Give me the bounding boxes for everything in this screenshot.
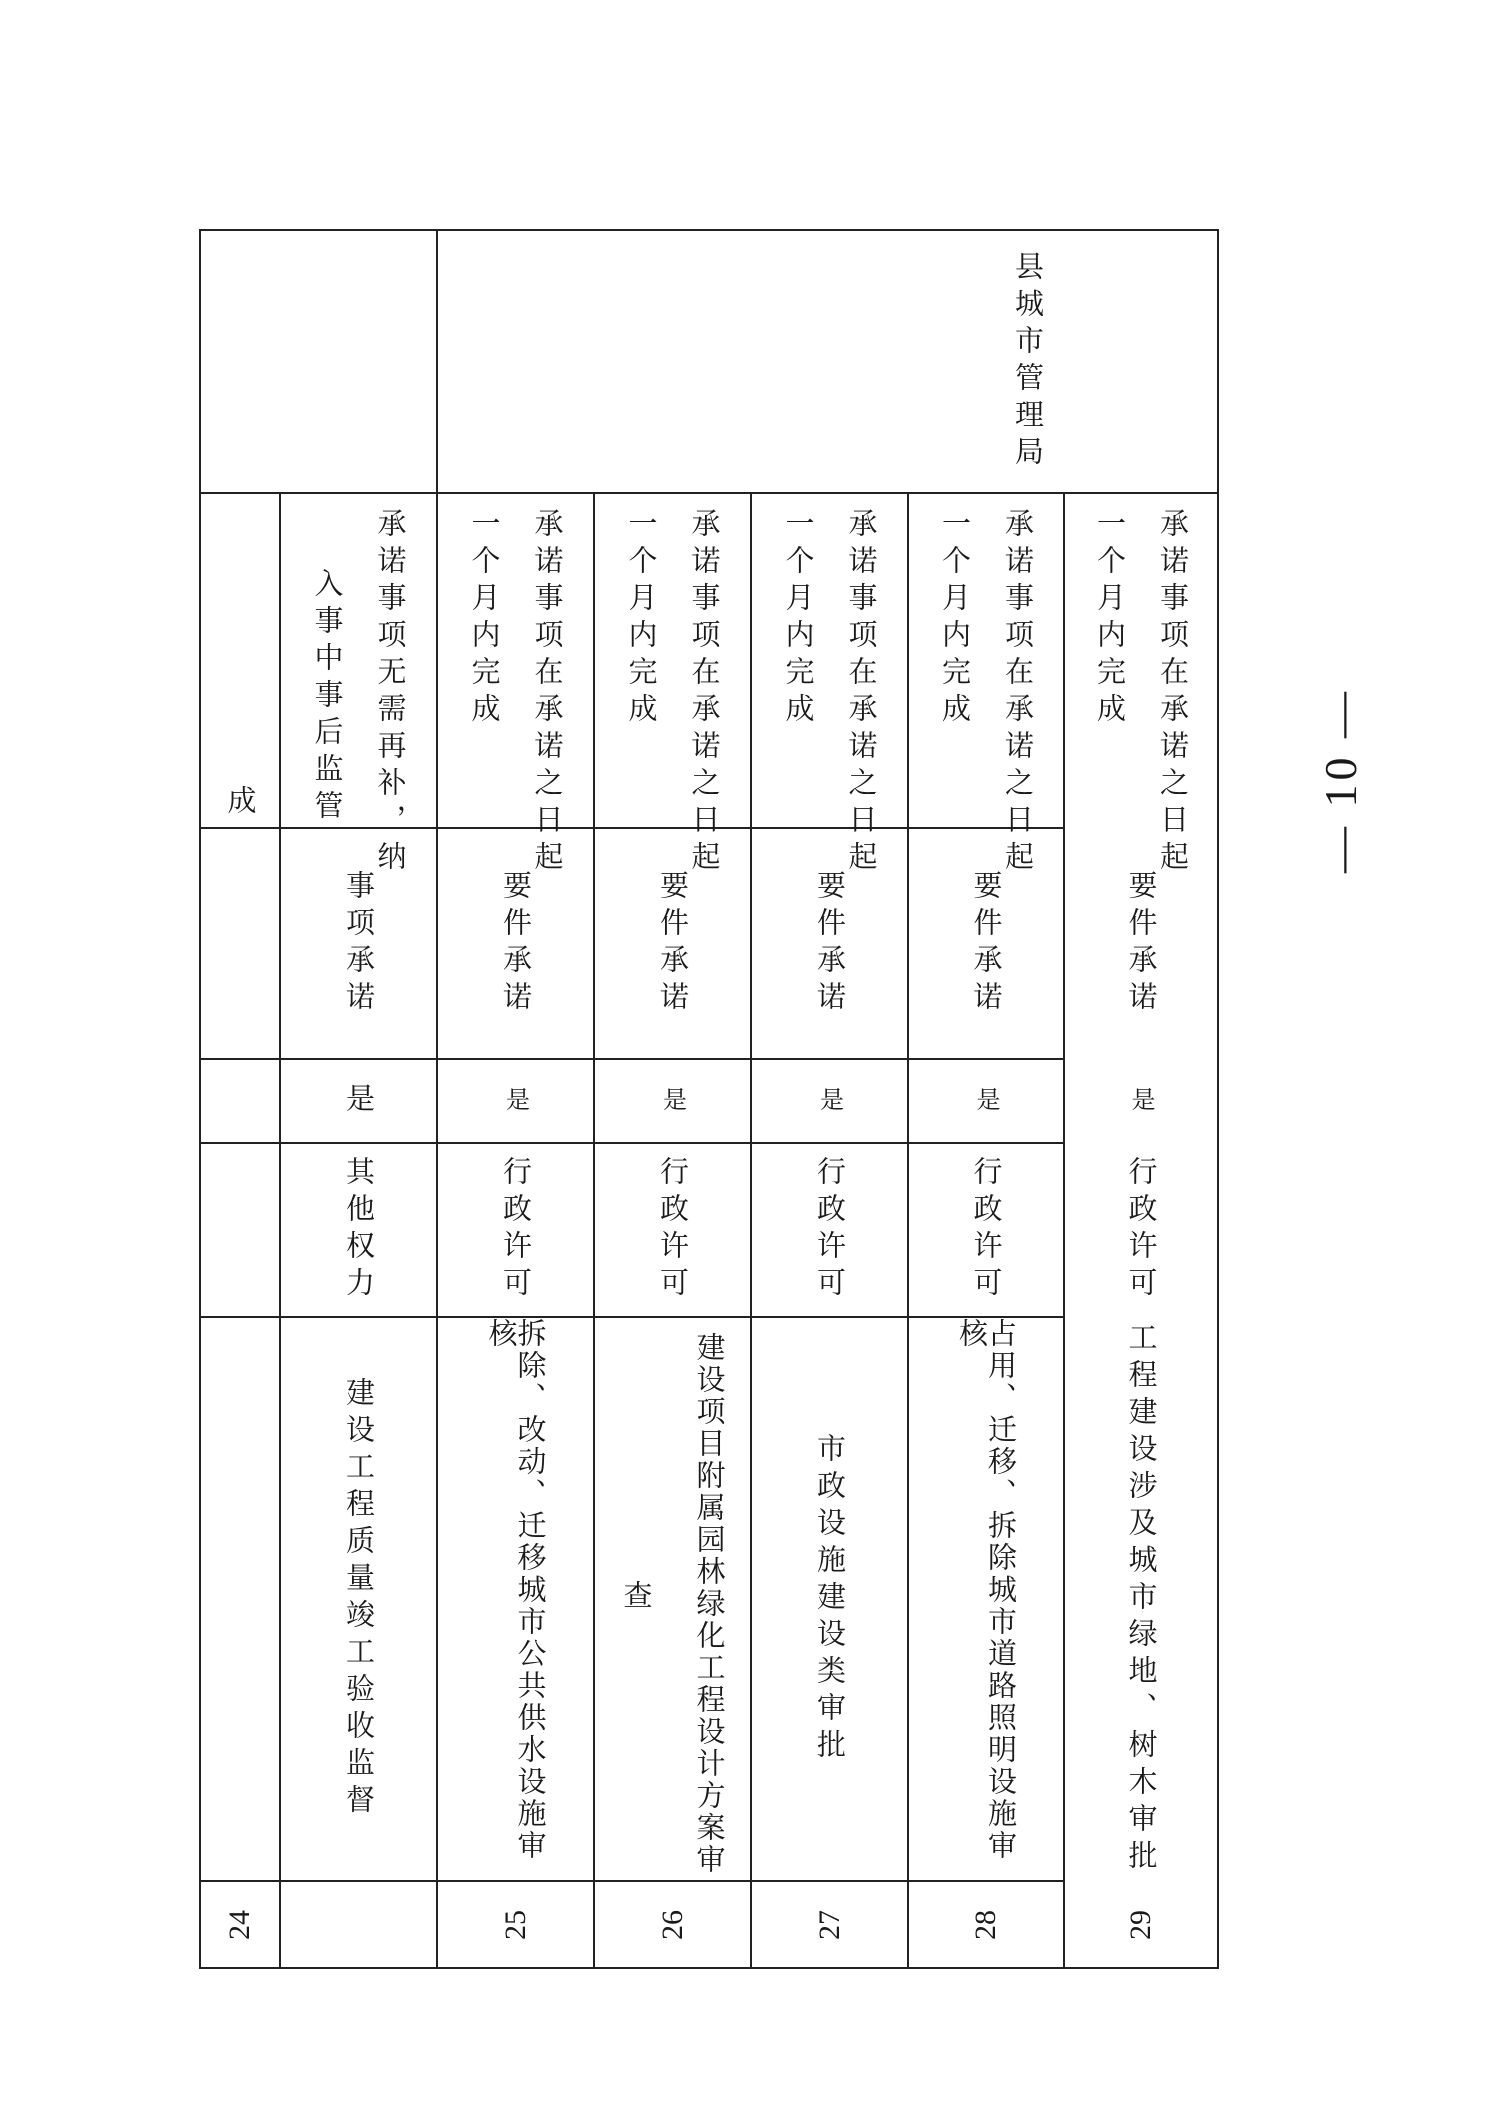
power-type: 行政许可	[1124, 1156, 1159, 1304]
row-number: 25	[498, 1909, 532, 1940]
row-number: 26	[655, 1909, 689, 1940]
item-name: 工程建设涉及城市绿地、树木审批	[1124, 1321, 1159, 1877]
commitment-method: 要件承诺	[1124, 869, 1159, 1018]
row-number: 24	[223, 1909, 256, 1940]
commitment-method: 要件承诺	[656, 869, 690, 1018]
continuation-cell	[201, 780, 279, 827]
item-name: 占用、迁移、拆除城市道路照明设施审核	[955, 1318, 1018, 1862]
commitment-note: 承诺事项在承诺之日起 一个月内完成	[1093, 508, 1190, 878]
commitment-note: 承诺事项在承诺之日起 一个月内完成	[624, 508, 722, 878]
commitment-method: 要件承诺	[813, 869, 847, 1018]
commitment-flag: 是	[815, 1087, 844, 1115]
commitment-note: 承诺事项无需再补，纳 入事中事后监管	[310, 508, 408, 878]
department-cell	[438, 231, 1217, 492]
commitment-flag: 是	[658, 1087, 687, 1115]
table-border-bottom	[199, 1967, 1219, 1969]
item-name: 拆除、改动、迁移城市公共供水设施审核	[484, 1318, 548, 1862]
power-type: 行政许可	[499, 1156, 533, 1304]
row-number: 27	[812, 1909, 846, 1940]
power-type: 行政许可	[656, 1156, 690, 1304]
commitment-flag: 是	[1127, 1087, 1155, 1115]
power-type: 其他权力	[342, 1156, 376, 1304]
commitment-method: 要件承诺	[499, 869, 533, 1018]
row-number: 29	[1124, 1909, 1157, 1940]
table-border-right	[1217, 229, 1219, 1969]
power-type: 行政许可	[813, 1156, 847, 1304]
commitment-method: 事项承诺	[342, 869, 376, 1018]
commitment-flag: 是	[342, 1082, 376, 1120]
commitment-note: 承诺事项在承诺之日起 一个月内完成	[781, 508, 879, 878]
item-name: 建设项目附属园林绿化工程设计方案审 查	[619, 1332, 727, 1876]
page-number: — 10 —	[1314, 687, 1366, 873]
item-name: 市政设施建设类审批	[813, 1432, 847, 1766]
row-number: 28	[969, 1909, 1002, 1940]
commitment-method: 要件承诺	[969, 869, 1004, 1018]
item-name: 建设工程质量竣工验收监督	[342, 1377, 376, 1821]
commitment-note: 承诺事项在承诺之日起 一个月内完成	[938, 508, 1035, 878]
commitment-flag: 是	[501, 1087, 530, 1115]
continuation-text: 成	[223, 785, 258, 822]
commitment-note: 承诺事项在承诺之日起 一个月内完成	[467, 508, 565, 878]
commitment-flag: 是	[972, 1087, 1000, 1115]
power-type: 行政许可	[969, 1156, 1004, 1304]
department-name: 县城市管理局	[1011, 250, 1045, 473]
table-border-left	[199, 229, 201, 1969]
